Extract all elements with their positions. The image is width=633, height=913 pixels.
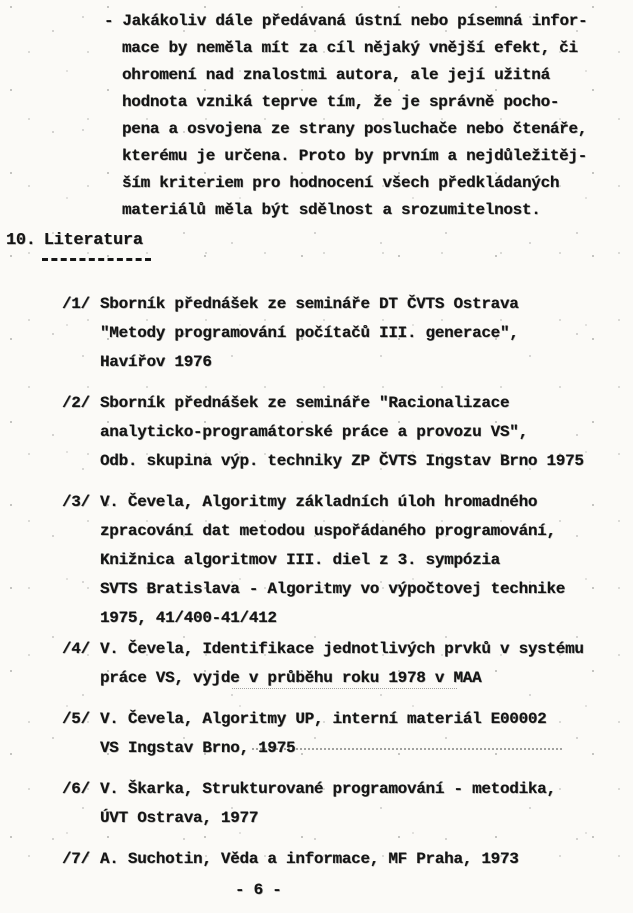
paragraph-line: ším kriteriem pro hodnocení všech předkládaných xyxy=(122,174,560,192)
reference-lines xyxy=(100,635,628,693)
paragraph-line: kterému je určena. Proto by prvním a nejdůležitěj- xyxy=(122,147,588,165)
paragraph-line: ohromení nad znalostmi autora, ale její užitná xyxy=(122,66,550,84)
reference-line: Sborník přednášek ze semináře DT ČVTS Ostrava xyxy=(100,295,519,313)
reference-marker: /1/ xyxy=(62,295,90,313)
reference-marker: /6/ xyxy=(62,780,90,798)
reference-item xyxy=(62,705,628,763)
reference-line: VS Ingstav Brno, 1975 xyxy=(100,739,296,757)
paragraph-line: materiálů měla být sdělnost a srozumitelnost. xyxy=(122,201,541,219)
references-list xyxy=(62,290,628,886)
reference-line: 1975, 41/400-41/412 xyxy=(100,609,277,627)
scan-artifact-line xyxy=(232,688,457,689)
bullet-dash: - xyxy=(104,12,114,30)
reference-line: SVTS Bratislava - Algoritmy vo výpočtovej technike xyxy=(100,580,566,598)
reference-marker: /7/ xyxy=(62,850,90,868)
scan-artifact-line xyxy=(252,748,562,750)
reference-marker: /3/ xyxy=(62,493,90,511)
reference-line: Odb. skupina výp. techniky ZP ČVTS Ingstav Brno 1975 xyxy=(100,452,584,470)
reference-item xyxy=(62,845,628,874)
paragraph-line-text: Jakákoliv dále předávaná ústní nebo písemná infor- xyxy=(122,12,588,30)
reference-line: Havířov 1976 xyxy=(100,353,212,371)
reference-item xyxy=(62,389,628,476)
paragraph-line: pena a osvojena ze strany posluchače nebo čtenáře, xyxy=(122,120,588,138)
reference-item xyxy=(62,635,628,693)
reference-line: Sborník přednášek ze semináře "Racionalizace xyxy=(100,394,510,412)
reference-lines xyxy=(100,705,628,763)
reference-line: zpracování dat metodou uspořádaného programování, xyxy=(100,522,556,540)
reference-line: V. Čevela, Algoritmy UP, interní materiál E00002 xyxy=(100,710,547,728)
reference-lines xyxy=(100,290,628,377)
reference-line: analyticko-programátorské práce a provozu VS", xyxy=(100,423,528,441)
reference-line: "Metody programování počítačů III. generace", xyxy=(100,324,519,342)
paragraph-line: mace by neměla mít za cíl nějaký vnější efekt, či xyxy=(122,39,578,57)
reference-marker: /2/ xyxy=(62,394,90,412)
reference-line: Knižnica algoritmov III. diel z 3. sympózia xyxy=(100,551,500,569)
paragraph-line: hodnota vzniká teprve tím, že je správně pocho- xyxy=(122,93,560,111)
reference-line: A. Suchotin, Věda a informace, MF Praha, 1973 xyxy=(100,850,519,868)
reference-lines xyxy=(100,845,628,874)
section-number: 10. xyxy=(6,231,36,250)
reference-item xyxy=(62,775,628,833)
reference-line: ÚVT Ostrava, 1977 xyxy=(100,809,259,827)
reference-marker: /5/ xyxy=(62,710,90,728)
reference-marker: /4/ xyxy=(62,640,90,658)
section-title: Literatura xyxy=(43,231,143,250)
section-heading xyxy=(6,230,143,252)
paragraph-line xyxy=(104,8,587,35)
reference-line: V. Škarka, Strukturované programování - metodika, xyxy=(100,780,556,798)
reference-item xyxy=(62,290,628,377)
top-paragraph xyxy=(104,8,587,224)
reference-lines xyxy=(100,488,628,633)
reference-line: práce VS, vyjde v průběhu roku 1978 v MAA xyxy=(100,669,482,687)
reference-line: V. Čevela, Algoritmy základních úloh hromadného xyxy=(100,493,538,511)
reference-lines xyxy=(100,389,628,476)
reference-item xyxy=(62,488,628,633)
reference-line: V. Čevela, Identifikace jednotlivých prvků v systému xyxy=(100,640,584,658)
page-number: - 6 - xyxy=(235,881,282,899)
reference-lines xyxy=(100,775,628,833)
